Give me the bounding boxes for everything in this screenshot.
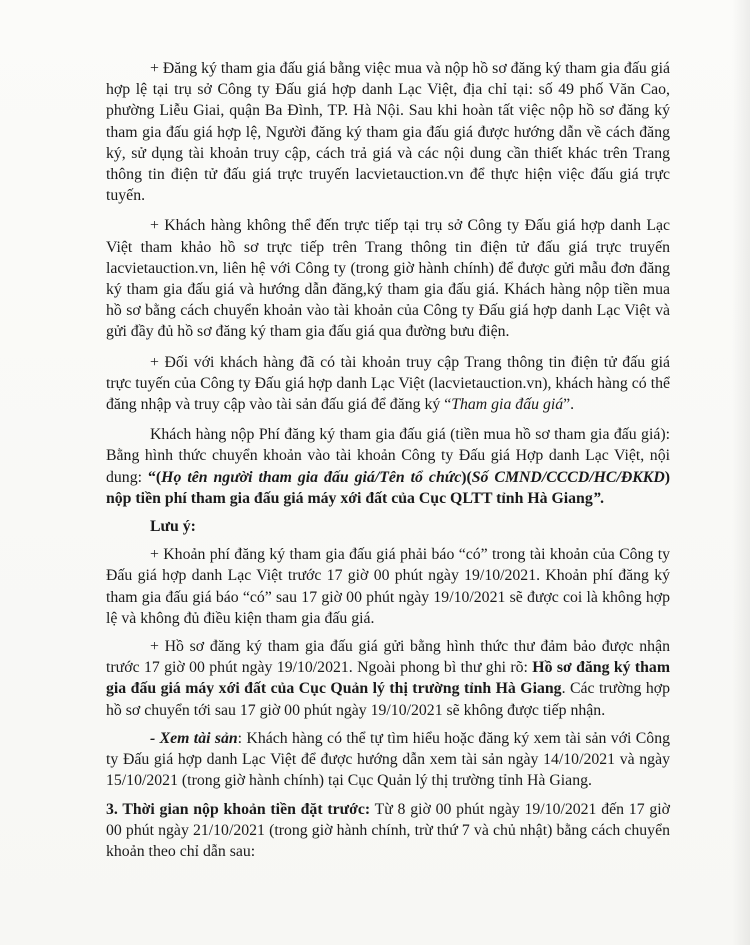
text-run: : Khách hàng có thể tự tìm hiểu hoặc đăng ký xem tài sản với Công ty Đấu giá hợp danh Lạc Việt để được hướng dẫn xem tài sản ngày 14/10/2021 và ngày 15/10/2021 (trong giờ hành chính) tại Cục Quản lý thị trường tỉnh Hà Giang. bbox=[106, 729, 670, 790]
text-run-bold: )( bbox=[461, 468, 472, 486]
note-label: Lưu ý: bbox=[150, 518, 196, 536]
text-run: . Các trường hợp hồ sơ chuyển tới sau 17 giờ 00 phút ngày 19/10/2021 sẽ không được tiếp nhận. bbox=[106, 680, 670, 719]
text-run-bold-italic: ”. bbox=[592, 489, 605, 507]
paragraph-deposit-time bbox=[106, 799, 670, 863]
text-run-bold-italic: Họ tên người tham gia đấu giá/Tên tổ chức bbox=[161, 468, 462, 486]
paragraph-mail-dossier bbox=[106, 636, 670, 721]
text-run: ”. bbox=[563, 396, 575, 414]
paragraph-fee-deadline: + Khoản phí đăng ký tham gia đấu giá phải báo “có” trong tài khoản của Công ty Đấu giá hợp danh Lạc Việt trước 17 giờ 00 phút ngày 19/10/2021. Khoản phí đăng ký tham gia đấu giá báo “có” sau 17 giờ 00 phút ngày 19/10/2021 sẽ được coi là không hợp lệ và không đủ điều kiện tham gia đấu giá. bbox=[106, 546, 670, 627]
text-run-bold: “( bbox=[147, 468, 162, 486]
paragraph-view-assets bbox=[106, 728, 670, 792]
paragraph-register-at-office: + Đăng ký tham gia đấu giá bằng việc mua và nộp hồ sơ đăng ký tham gia đấu giá hợp lệ tại trụ sở Công ty Đấu giá hợp danh Lạc Việt, địa chỉ tại: số 49 phố Văn Cao, phường Liễu Giai, quận Ba Đình, TP. Hà Nội. Sau khi hoàn tất việc nộp hồ sơ đăng ký tham gia đấu giá hợp lệ, Người đăng ký tham gia đấu giá được hướng dẫn về cách đăng ký, sử dụng tài khoản truy cập, cách trả giá và các nội dung cần thiết khác trên Trang thông tin điện tử đấu giá trực truyến lacvietauction.vn để thực hiện việc đấu giá trực tuyến. bbox=[106, 60, 670, 205]
text-run: Khách hàng nộp Phí đăng ký tham gia đấu giá (tiền mua hồ sơ tham gia đấu giá): Bằng hình thức chuyển khoản vào tài khoản Công ty Đấu giá Hợp danh Lạc Việt, nội dung: bbox=[106, 426, 670, 486]
text-run: Từ 8 giờ 00 phút ngày 19/10/2021 đến 17 giờ 00 phút ngày 21/10/2021 (trong giờ hành chính, trừ thứ 7 và chủ nhật) bằng cách chuyển khoản theo chỉ dẫn sau: bbox=[106, 800, 670, 860]
text-run: + Hồ sơ đăng ký tham gia đấu giá gửi bằng hình thức thư đảm bảo được nhận trước 17 giờ 00 phút ngày 19/10/2021. Ngoài phong bì thư ghi rõ: bbox=[106, 638, 670, 677]
text-run-bold: Hồ sơ đăng ký tham gia đấu giá máy xới đất của Cục Quản lý thị trường tỉnh Hà Giang bbox=[106, 659, 670, 698]
text-run-bold-italic: - Xem tài sản bbox=[150, 729, 238, 747]
paragraph-registration-fee bbox=[106, 424, 670, 509]
text-run: + Đối với khách hàng đã có tài khoản truy cập Trang thông tin điện tử đấu giá trực tuyến của Công ty Đấu giá hợp danh Lạc Việt (lacvietauction.vn), khách hàng có thể đăng nhập và truy cập vào tài sản đấu giá để đăng ký “ bbox=[106, 353, 670, 414]
paragraph-remote-registration: + Khách hàng không thể đến trực tiếp tại trụ sở Công ty Đấu giá hợp danh Lạc Việt tham khảo hồ sơ trực tiếp trên Trang thông tin điện tử đấu giá trực truyến lacvietauction.vn, liên hệ với Công ty (trong giờ hành chính) để được gửi mẫu đơn đăng ký tham gia đấu giá và hướng dẫn đăng,ký tham gia đấu giá. Khách hàng nộp tiền mua hồ sơ bằng cách chuyển khoản vào tài khoản của Công ty Đấu giá hợp danh Lạc Việt và gửi đầy đủ hồ sơ đăng ký tham gia đấu giá qua đường bưu điện. bbox=[106, 217, 670, 341]
text-run-bold-italic: Số CMND/CCCD/HC/ĐKKD bbox=[471, 468, 665, 486]
paragraph-existing-account bbox=[106, 352, 670, 416]
page-shadow bbox=[732, 0, 750, 945]
text-run-bold: ) nộp tiền phí tham gia đấu giá máy xới đất của Cục QLTT tỉnh Hà Giang bbox=[106, 468, 670, 507]
section-heading: 3. Thời gian nộp khoản tiền đặt trước: bbox=[106, 800, 371, 818]
text-run-italic: Tham gia đấu giá bbox=[451, 396, 564, 414]
